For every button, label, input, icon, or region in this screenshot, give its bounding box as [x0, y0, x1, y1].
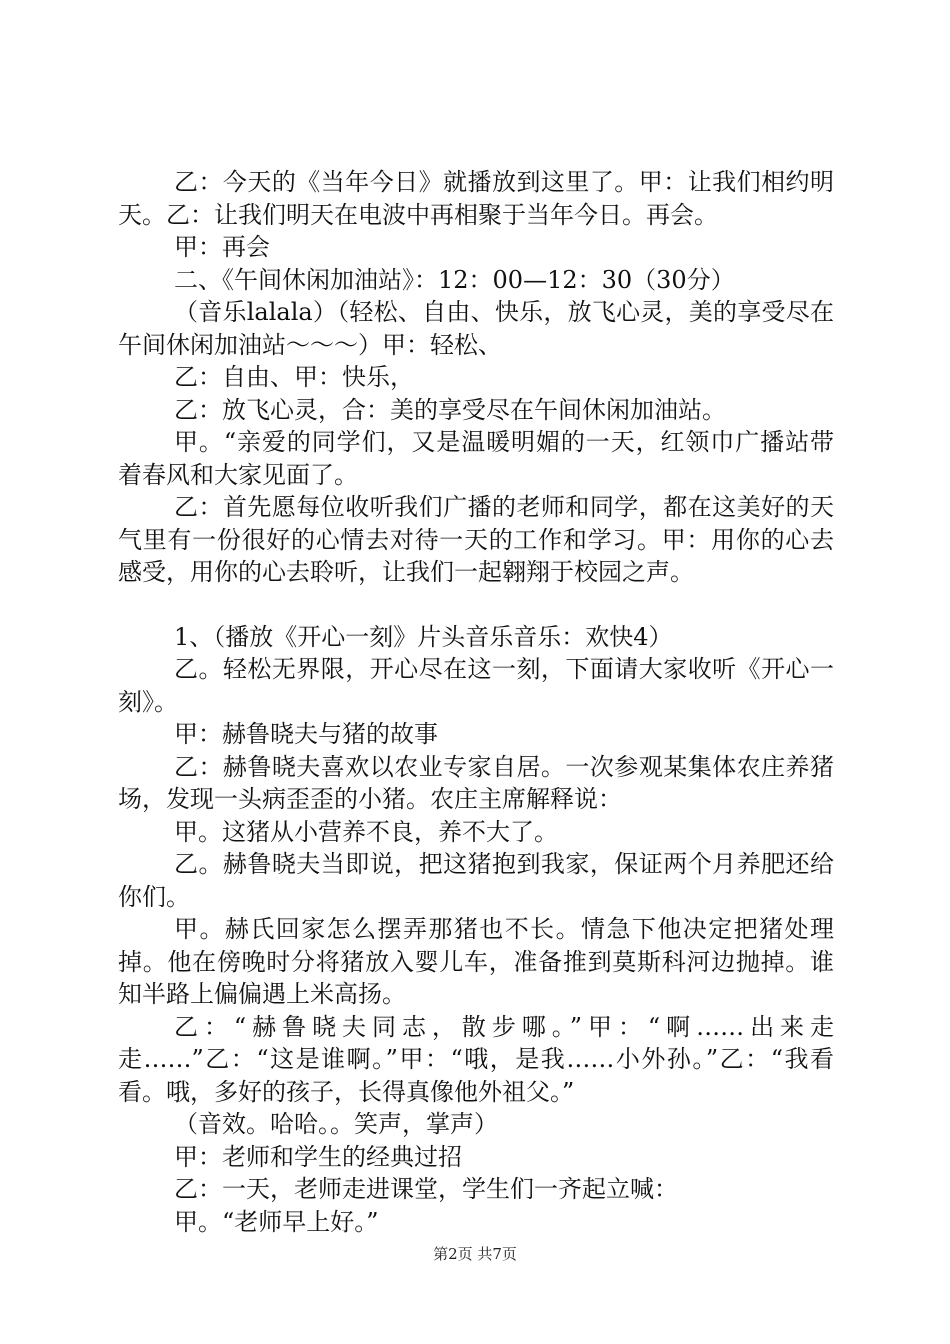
document-body [118, 166, 834, 1238]
paragraph: 甲。这猪从小营养不良，养不大了。 [174, 817, 558, 846]
paragraph: 甲：再会 [174, 233, 270, 261]
paragraph: （音效。哈哈。。笑声，掌声） [174, 1110, 498, 1138]
paragraph: 甲：老师和学生的经典过招 [174, 1142, 462, 1171]
paragraph: 乙：放飞心灵，合：美的享受尽在午间休闲加油站。 [174, 395, 726, 424]
paragraph: 甲：赫鲁晓夫与猪的故事 [174, 720, 438, 748]
paragraph: 甲。“老师早上好。” [174, 1207, 379, 1236]
paragraph: 乙。赫鲁晓夫当即说，把这猪抱到我家，保证两个月养肥还给你们。 [118, 850, 834, 911]
paragraph: 乙：首先愿每位收听我们广播的老师和同学，都在这美好的天气里有一份很好的心情去对待一天的工作和学习。甲：用你的心去感受，用你的心去聆听，让我们一起翱翔于校园之声。 [118, 493, 834, 586]
paragraph: 乙：赫鲁晓夫喜欢以农业专家自居。一次参观某集体农庄养猪场，发现一头病歪歪的小猪。农庄主席解释说： [118, 752, 834, 813]
paragraph: 乙：自由、甲：快乐， [174, 363, 414, 391]
paragraph: 乙：一天，老师走进课堂，学生们一齐起立喊： [174, 1175, 678, 1203]
paragraph: 1、（播放《开心一刻》片头音乐音乐：欢快4） [174, 622, 673, 651]
page-number-footer: 第2页 共7页 [433, 1245, 517, 1263]
paragraph: 乙。轻松无界限，开心尽在这一刻，下面请大家收听《开心一刻》。 [118, 655, 834, 716]
paragraph: 乙：今天的《当年今日》就播放到这里了。甲：让我们相约明天。乙：让我们明天在电波中再相聚于当年今日。再会。 [118, 168, 834, 229]
paragraph: 甲。赫氏回家怎么摆弄那猪也不长。情急下他决定把猪处理掉。他在傍晚时分将猪放入婴儿车，准备推到莫斯科河边抛掉。谁知半路上偏偏遇上米高扬。 [118, 915, 834, 1008]
paragraph: （音乐lalala）（轻松、自由、快乐，放飞心灵，美的享受尽在午间休闲加油站～～～）甲：轻松、 [118, 298, 834, 359]
paragraph: 二、《午间休闲加油站》：12：00—12：30（30分） [174, 265, 735, 294]
paragraph: 甲。“亲爱的同学们，又是温暖明媚的一天，红领巾广播站带着春风和大家见面了。 [118, 428, 834, 489]
paragraph-gap [118, 589, 834, 621]
paragraph: 乙：“赫鲁晓夫同志，散步哪。”甲：“啊……出来走走……”乙：“这是谁啊。”甲：“哦，是我……小外孙。”乙：“我看看。哦，多好的孩子，长得真像他外祖父。” [118, 1012, 834, 1106]
